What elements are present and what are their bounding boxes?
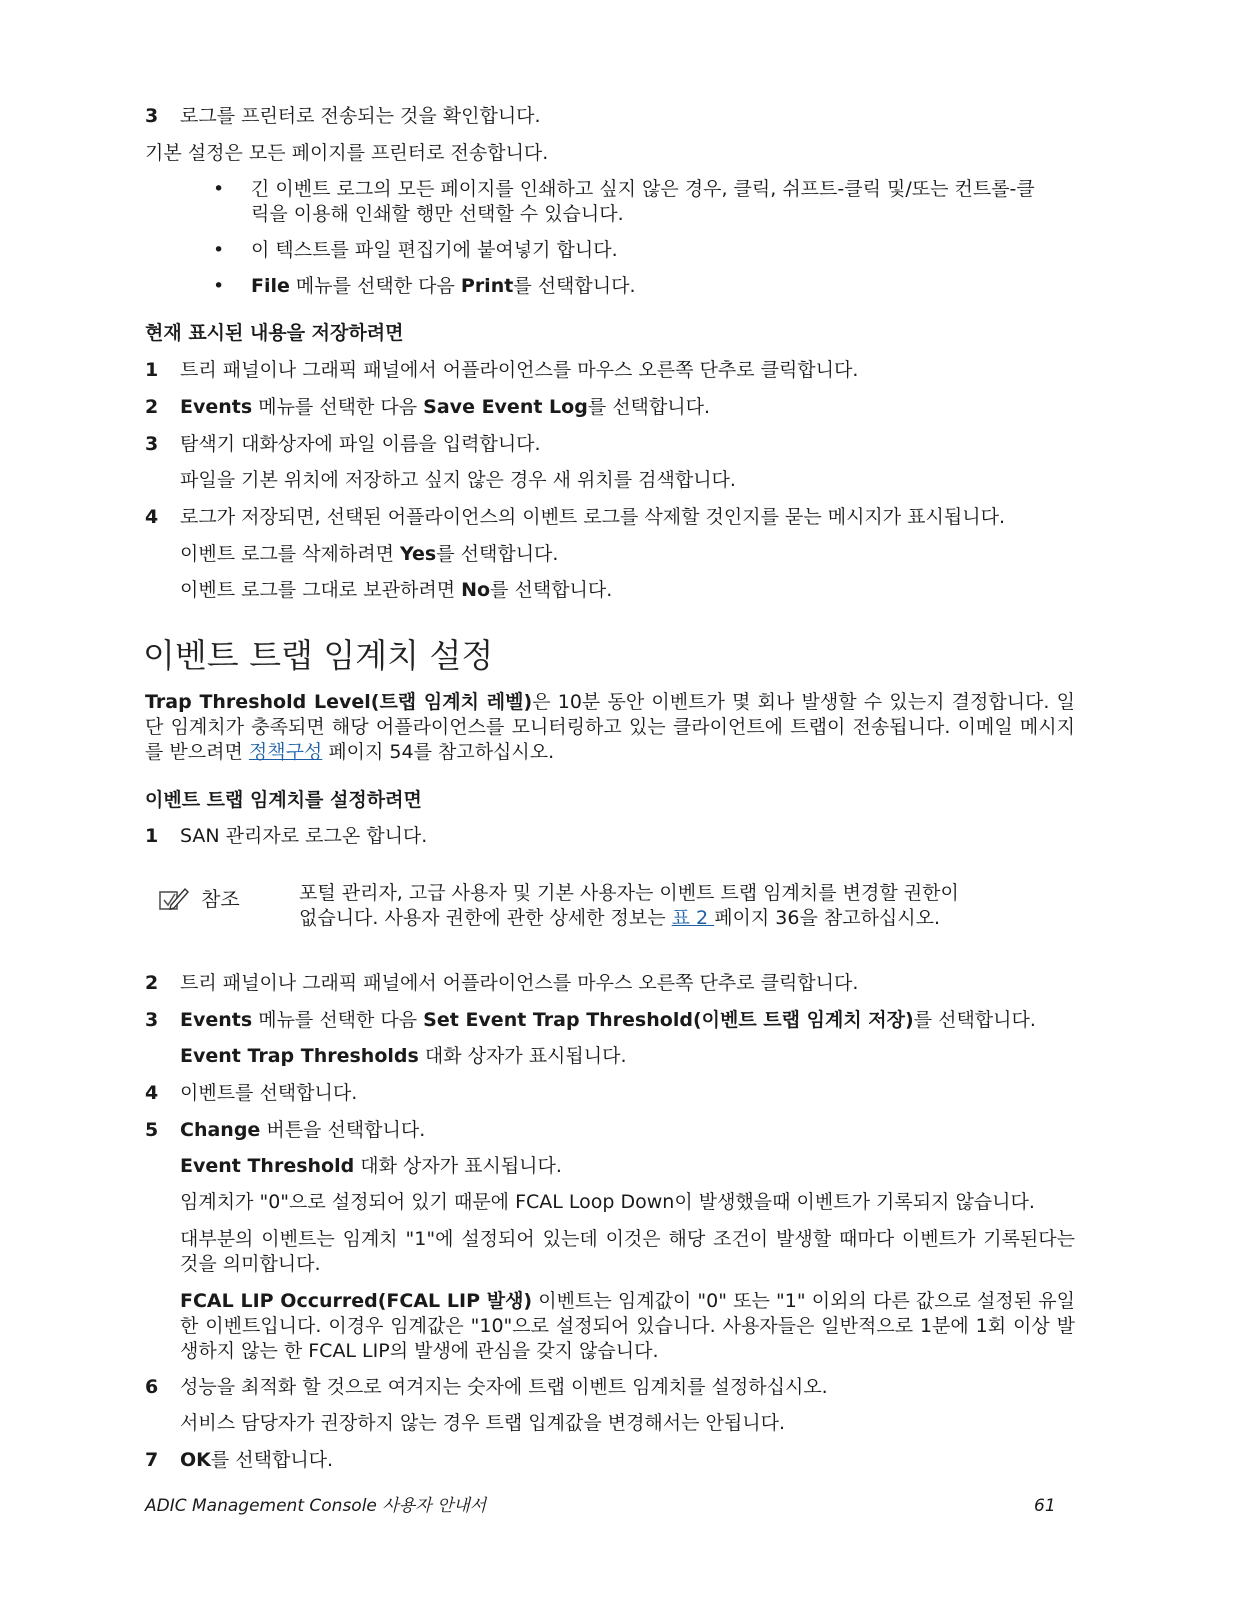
- page-number: 61: [1034, 1496, 1056, 1516]
- step-text: SAN 관리자로 로그온 합니다.: [180, 825, 428, 847]
- step-text: 이벤트를 선택합니다.: [180, 1082, 358, 1104]
- step-number: 7: [145, 1449, 159, 1471]
- step-number: 3: [145, 1009, 159, 1031]
- note-text: 없습니다. 사용자 권한에 관한 상세한 정보는 표 2 페이지 36을 참고하십시오.: [299, 907, 941, 929]
- bullet-dot: •: [213, 275, 225, 297]
- bullet-dot: •: [213, 178, 225, 200]
- section-heading: 이벤트 트랩 임계치를 설정하려면: [145, 789, 422, 811]
- step-text: Events 메뉴를 선택한 다음 Save Event Log를 선택합니다.: [180, 396, 711, 418]
- page-title: 이벤트 트랩 임계치 설정: [143, 636, 494, 675]
- step-text: 트리 패널이나 그래픽 패널에서 어플라이언스를 마우스 오른쪽 단추로 클릭합니다.: [180, 972, 859, 994]
- step-number: 3: [145, 433, 159, 455]
- step-number: 4: [145, 1082, 159, 1104]
- step-number: 1: [145, 825, 159, 847]
- step-text: OK를 선택합니다.: [180, 1449, 334, 1471]
- step-subtext: 파일을 기본 위치에 저장하고 싶지 않은 경우 새 위치를 검색합니다.: [180, 469, 736, 491]
- bullet-text: File 메뉴를 선택한 다음 Print를 선택합니다.: [251, 275, 636, 297]
- step-number: 6: [145, 1376, 159, 1398]
- step-subtext: Event Threshold 대화 상자가 표시됩니다.: [180, 1155, 562, 1177]
- note-text: 포털 관리자, 고급 사용자 및 기본 사용자는 이벤트 트랩 임계치를 변경할 권한이: [299, 882, 959, 904]
- step-number: 2: [145, 396, 159, 418]
- step-text: Change 버튼을 선택합니다.: [180, 1119, 426, 1141]
- policy-link[interactable]: 정책구성: [248, 741, 323, 763]
- step-number: 4: [145, 506, 159, 528]
- note-pencil-icon: [157, 886, 189, 912]
- intro-paragraph: Trap Threshold Level(트랩 임계치 레벨)은 10분 동안 이벤트가 몇 회나 발생할 수 있는지 결정합니다. 일단 임계치가 충족되면 해당 어플라이언스를 모니터링하고 있는 클라이언트에 트랩이 전송됩니다. 이메일 메시지를 받으려면 정책구성 페이지 54를 참고하십시오.: [145, 691, 1076, 763]
- step-text: 로그가 저장되면, 선택된 어플라이언스의 이벤트 로그를 삭제할 것인지를 묻는 메시지가 표시됩니다.: [180, 506, 1005, 528]
- note-label: 참조: [201, 887, 240, 911]
- step-text: 탐색기 대화상자에 파일 이름을 입력합니다.: [180, 433, 541, 455]
- step-text: Events 메뉴를 선택한 다음 Set Event Trap Threshold(이벤트 트랩 임계치 저장)를 선택합니다.: [180, 1009, 1036, 1031]
- table-link[interactable]: 표 2: [671, 907, 715, 929]
- section-heading: 현재 표시된 내용을 저장하려면: [145, 322, 404, 344]
- bullet-text: 이 텍스트를 파일 편집기에 붙여넣기 합니다.: [251, 239, 618, 261]
- step-text: 로그를 프린터로 전송되는 것을 확인합니다.: [180, 105, 541, 127]
- step-subtext: 대부분의 이벤트는 임계치 "1"에 설정되어 있는데 이것은 해당 조건이 발생할 때마다 이벤트가 기록된다는 것을 의미합니다.: [180, 1228, 1075, 1275]
- bullet-dot: •: [213, 239, 225, 261]
- step-number: 1: [145, 359, 159, 381]
- step-number: 5: [145, 1119, 159, 1141]
- step-number: 3: [145, 105, 159, 127]
- step-subtext: Event Trap Thresholds 대화 상자가 표시됩니다.: [180, 1045, 627, 1067]
- step-subtext: 이벤트 로그를 그대로 보관하려면 No를 선택합니다.: [180, 579, 613, 601]
- step-number: 2: [145, 972, 159, 994]
- bullet-text: 릭을 이용해 인쇄할 행만 선택할 수 있습니다.: [251, 203, 624, 225]
- step-subtext: 서비스 담당자가 권장하지 않는 경우 트랩 입계값을 변경해서는 안됩니다.: [180, 1412, 785, 1434]
- step-text: 트리 패널이나 그래픽 패널에서 어플라이언스를 마우스 오른쪽 단추로 클릭합니다.: [180, 359, 859, 381]
- step-subtext: FCAL LIP Occurred(FCAL LIP 발생) 이벤트는 임계값이 "0" 또는 "1" 이외의 다른 값으로 설정된 유일한 이벤트입니다. 이경우 임계값은 "10"으로 설정되어 있습니다. 사용자들은 일반적으로 1분에 1회 이상 발생하지 않는 한 FCAL LIP의 발생에 관심을 갖지 않습니다.: [180, 1290, 1075, 1362]
- step-subtext: 임계치가 "0"으로 설정되어 있기 때문에 FCAL Loop Down이 발생했을때 이벤트가 기록되지 않습니다.: [180, 1191, 1035, 1213]
- step-subtext: 이벤트 로그를 삭제하려면 Yes를 선택합니다.: [180, 543, 559, 565]
- footer-title: ADIC Management Console 사용자 안내서: [145, 1496, 487, 1516]
- paragraph: 기본 설정은 모든 페이지를 프린터로 전송합니다.: [145, 142, 549, 164]
- step-text: 성능을 최적화 할 것으로 여겨지는 숫자에 트랩 이벤트 임계치를 설정하십시오.: [180, 1376, 828, 1398]
- bullet-text: 긴 이벤트 로그의 모든 페이지를 인쇄하고 싶지 않은 경우, 클릭, 쉬프트-클릭 및/또는 컨트롤-클: [251, 178, 1035, 200]
